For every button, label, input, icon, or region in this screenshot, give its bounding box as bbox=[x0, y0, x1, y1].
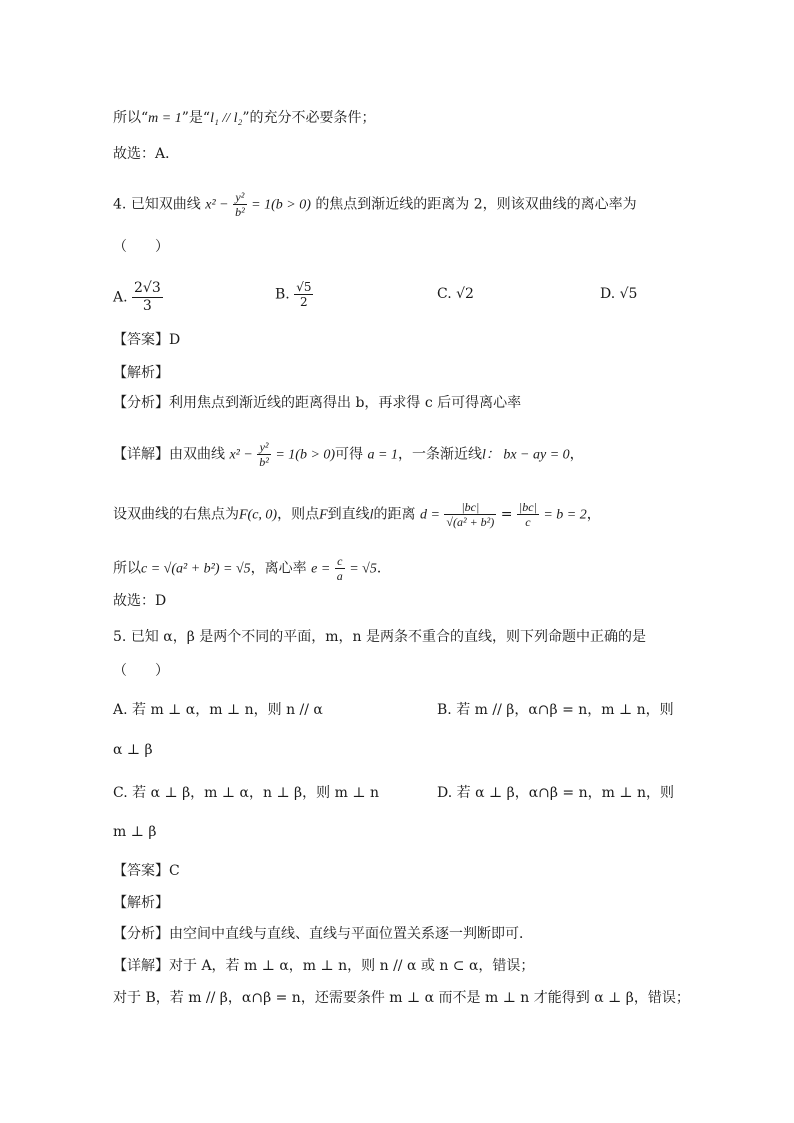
text: 所以 bbox=[113, 560, 141, 577]
denominator: √(a² + b²) bbox=[446, 515, 495, 529]
text: ”是“ bbox=[181, 110, 211, 126]
xiangjie-4 bbox=[113, 440, 584, 469]
option-c: C. 若 α ⊥ β，m ⊥ α，n ⊥ β，则 m ⊥ n bbox=[113, 785, 379, 801]
fraction bbox=[294, 280, 313, 309]
math: c = √(a² + b²) = √5 bbox=[141, 561, 251, 577]
numerator: y² bbox=[233, 190, 247, 205]
paren: （ ） bbox=[113, 239, 169, 255]
text: 的距离 bbox=[373, 506, 416, 523]
answer-5 bbox=[113, 861, 180, 881]
option-b-continued: α ⊥ β bbox=[113, 742, 153, 758]
option-b: B. 若 m // β，α∩β = n，m ⊥ n，则 bbox=[437, 702, 674, 718]
math: F bbox=[319, 507, 328, 523]
text: 设双曲线的右焦点为 bbox=[113, 506, 239, 523]
numerator: √5 bbox=[296, 280, 312, 294]
fraction bbox=[444, 500, 496, 529]
denominator: 2 bbox=[300, 295, 308, 309]
numerator: |bc| bbox=[518, 500, 537, 514]
xiangjie-tag: 【详解】 bbox=[113, 958, 169, 974]
text: ”的充分不必要条件； bbox=[242, 110, 376, 126]
option-d: D. 若 α ⊥ β，α∩β = n，m ⊥ n，则 bbox=[437, 785, 674, 801]
fenxi-tag: 【分析】 bbox=[113, 926, 169, 942]
fenxi-text: 利用焦点到渐近线的距离得出 b，再求得 c 后可得离心率 bbox=[169, 395, 522, 411]
text: 到直线 bbox=[327, 506, 370, 523]
text: ， bbox=[586, 506, 601, 523]
text: ，离心率 bbox=[250, 560, 307, 577]
denominator: b² bbox=[259, 455, 269, 469]
question-number: 4. bbox=[113, 196, 127, 213]
focus-distance-line bbox=[113, 500, 601, 529]
analysis-tag: 【解析】 bbox=[113, 365, 169, 381]
math: x² − bbox=[205, 197, 229, 213]
fraction bbox=[132, 280, 163, 315]
question-4 bbox=[113, 190, 637, 219]
denominator: a bbox=[336, 569, 343, 583]
math: l₁ // l₂ bbox=[210, 111, 243, 126]
math: x² − bbox=[229, 447, 253, 463]
option-a: A. 若 m ⊥ α，m ⊥ n，则 n // α bbox=[113, 702, 323, 718]
fraction bbox=[517, 500, 539, 529]
text: ，一条渐近线 bbox=[397, 446, 482, 463]
numerator: |bc| bbox=[444, 500, 496, 515]
math: a = 1 bbox=[367, 447, 398, 463]
math: d = bbox=[420, 507, 440, 523]
answer-value: C bbox=[169, 863, 180, 879]
answer-tag: 【答案】 bbox=[113, 332, 169, 348]
question-text: 已知 α，β 是两个不同的平面，m，n 是两条不重合的直线，则下列命题中正确的是 bbox=[130, 629, 647, 645]
xiangjie-tag: 【详解】 bbox=[113, 446, 169, 463]
text: ． bbox=[376, 560, 391, 577]
math: = √5 bbox=[349, 561, 377, 577]
math: = 1(b > 0) bbox=[275, 447, 336, 463]
math: l bbox=[369, 507, 374, 523]
text: ， bbox=[569, 446, 584, 463]
option-c bbox=[437, 284, 474, 304]
math: e = bbox=[311, 561, 331, 577]
option-b-analysis: 对于 B，若 m // β，α∩β = n，还需要条件 m ⊥ α 而不是 m ⊥ n 才能得到 α ⊥ β，错误； bbox=[113, 990, 690, 1006]
math: m = 1 bbox=[148, 111, 182, 126]
numerator: 2√3 bbox=[134, 280, 161, 296]
option-b bbox=[275, 280, 313, 309]
answer-value: D bbox=[169, 332, 181, 348]
fraction bbox=[233, 190, 247, 219]
fenxi-4 bbox=[113, 393, 521, 413]
option-value: √5 bbox=[619, 286, 638, 302]
eccentricity-line bbox=[113, 554, 391, 583]
text: 可得 bbox=[335, 446, 364, 463]
fraction bbox=[257, 440, 271, 469]
option-d-continued: m ⊥ β bbox=[113, 824, 157, 840]
option-label: B. bbox=[275, 286, 290, 303]
answer-4 bbox=[113, 330, 180, 350]
fenxi-5 bbox=[113, 924, 533, 944]
numerator: c bbox=[335, 554, 345, 569]
math: = b = 2 bbox=[543, 507, 587, 523]
denominator: 3 bbox=[142, 298, 152, 314]
text: 的焦点到渐近线的距离为 2，则该双曲线的离心率为 bbox=[315, 196, 637, 213]
conclusion-line bbox=[113, 108, 376, 129]
math: F(c, 0) bbox=[239, 507, 278, 523]
denominator: b² bbox=[235, 205, 245, 219]
paren: （ ） bbox=[113, 663, 169, 679]
text: 由双曲线 bbox=[169, 446, 225, 463]
analysis-tag: 【解析】 bbox=[113, 895, 169, 911]
xiangjie-5 bbox=[113, 956, 534, 976]
math: l： bx − ay = 0 bbox=[481, 447, 570, 463]
text: ，则点 bbox=[277, 506, 320, 523]
fraction bbox=[335, 554, 345, 583]
numerator: y² bbox=[257, 440, 271, 455]
math: = bbox=[500, 506, 513, 523]
option-value: √2 bbox=[456, 286, 474, 302]
answer-tag: 【答案】 bbox=[113, 863, 169, 879]
xiangjie-text: 对于 A，若 m ⊥ α，m ⊥ n，则 n // α 或 n ⊂ α，错误； bbox=[169, 958, 535, 974]
option-d bbox=[600, 284, 637, 304]
option-label: A. bbox=[113, 289, 128, 306]
option-label: C. bbox=[437, 286, 452, 302]
answer-choice-line: 故选：D bbox=[113, 593, 167, 609]
question-number: 5. bbox=[113, 629, 127, 645]
fenxi-text: 由空间中直线与直线、直线与平面位置关系逐一判断即可． bbox=[169, 926, 533, 942]
denominator: c bbox=[525, 515, 531, 529]
answer-choice-line: 故选：A． bbox=[113, 146, 180, 162]
fenxi-tag: 【分析】 bbox=[113, 395, 169, 411]
math: = 1(b > 0) bbox=[251, 197, 311, 213]
question-5 bbox=[113, 627, 646, 647]
option-label: D. bbox=[600, 286, 616, 302]
text: 已知双曲线 bbox=[130, 196, 201, 213]
text: 所以“ bbox=[113, 110, 149, 126]
option-a bbox=[113, 280, 163, 315]
